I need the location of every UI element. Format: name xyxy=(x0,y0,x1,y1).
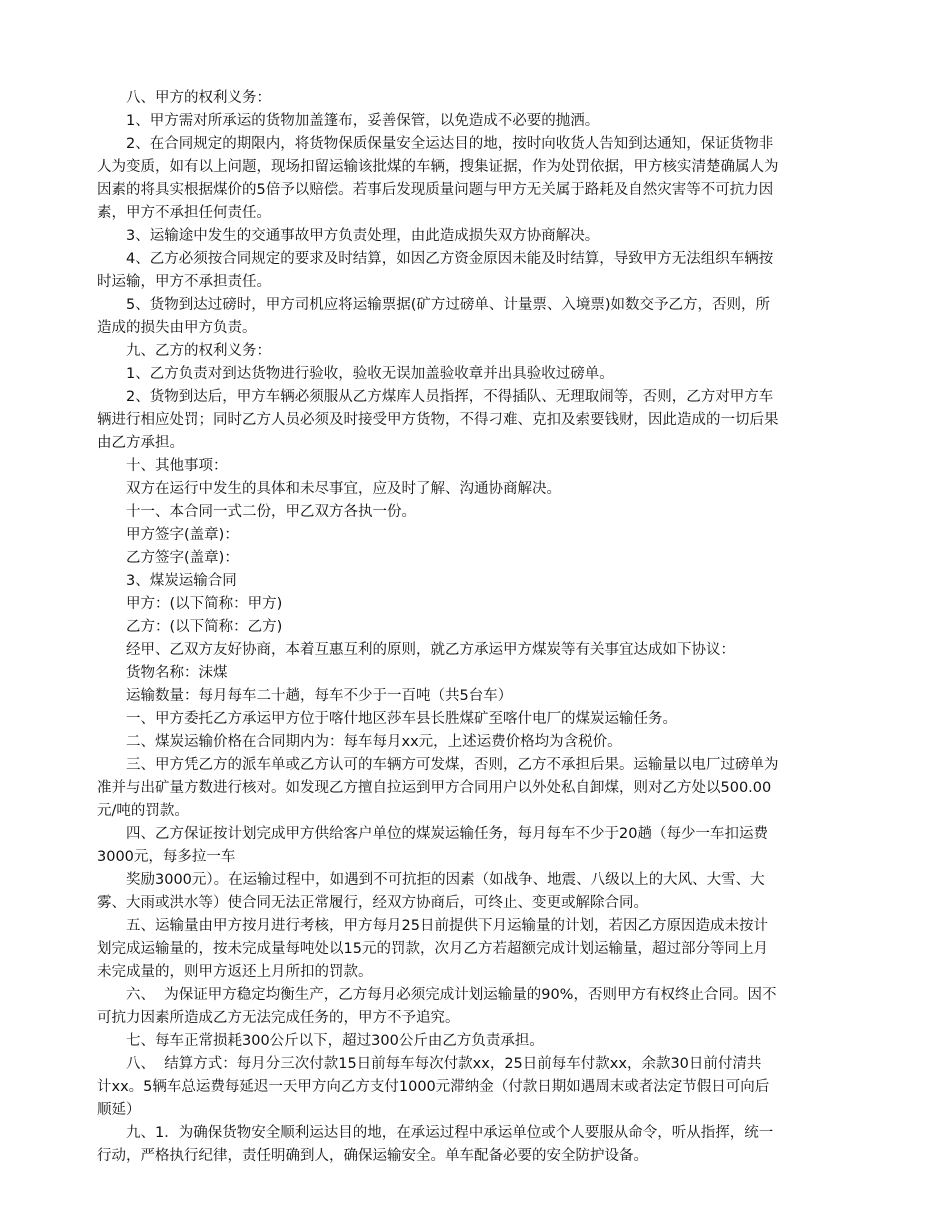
text-line: 七、每车正常损耗300公斤以下，超过300公斤由乙方负责承担。 xyxy=(126,1033,544,1049)
text-line: 2、货物到达后，甲方车辆必须服从乙方煤库人员指挥，不得插队、无理取闹等，否则，乙方对甲方车 xyxy=(126,389,774,405)
text-line: 运输数量：每月每车二十趟，每车不少于一百吨（共5台车） xyxy=(126,688,513,704)
text-line: 造成的损失由甲方负责。 xyxy=(97,320,257,336)
text-line: 素，甲方不承担任何责任。 xyxy=(97,205,271,221)
text-line: 一、甲方委托乙方承运甲方位于喀什地区莎车县长胜煤矿至喀什电厂的煤炭运输任务。 xyxy=(126,711,677,727)
text-line: 计xx。5辆车总运费每延迟一天甲方向乙方支付1000元滞纳金（付款日期如遇周末或者法定节假日可向后 xyxy=(97,1079,770,1095)
text-line: 1、甲方需对所承运的货物加盖篷布，妥善保管，以免造成不必要的抛洒。 xyxy=(126,113,600,129)
text-line: 时运输，甲方不承担责任。 xyxy=(97,274,271,290)
text-line: 3、运输途中发生的交通事故甲方负责处理，由此造成损失双方协商解决。 xyxy=(126,228,600,244)
text-line: 经甲、乙双方友好协商，本着互惠互利的原则，就乙方承运甲方煤炭等有关事宜达成如下协议： xyxy=(126,642,735,658)
text-line: 六、 为保证甲方稳定均衡生产，乙方每月必须完成计划运输量的90%，否则甲方有权终止合同。因不 xyxy=(126,987,777,1003)
text-line: 3000元，每多拉一车 xyxy=(97,849,236,865)
text-line: 二、煤炭运输价格在合同期内为：每车每月xx元，上述运费价格均为含税价。 xyxy=(126,734,622,750)
text-line: 辆进行相应处罚；同时乙方人员必须及时接受甲方货物，不得刁难、克扣及索要钱财，因此造成的一切后果 xyxy=(97,412,779,428)
text-line: 九、乙方的权利义务： xyxy=(126,343,271,359)
text-line: 九、1．为确保货物安全顺利运达目的地，在承运过程中承运单位或个人要服从命令，听从指挥，统一 xyxy=(126,1125,774,1141)
text-line: 5、货物到达过磅时，甲方司机应将运输票据(矿方过磅单、计量票、入境票)如数交予乙方，否则，所 xyxy=(126,297,771,313)
text-line: 3、煤炭运输合同 xyxy=(126,573,237,589)
text-line: 五、运输量由甲方按月进行考核，甲方每月25日前提供下月运输量的计划，若因乙方原因造成未按计 xyxy=(126,918,768,934)
text-line: 八、 结算方式：每月分三次付款15日前每车每次付款xx，25日前每车付款xx，余款30日前付清共 xyxy=(126,1056,762,1072)
text-line: 元/吨的罚款。 xyxy=(97,803,189,819)
text-line: 因素的将具实根据煤价的5倍予以赔偿。若事后发现质量问题与甲方无关属于路耗及自然灾害等不可抗力因 xyxy=(97,182,774,198)
text-line: 划完成运输量的，按未完成量每吨处以15元的罚款，次月乙方若超额完成计划运输量，超过部分等同上月 xyxy=(97,941,768,957)
text-line: 三、甲方凭乙方的派车单或乙方认可的车辆方可发煤，否则，乙方不承担后果。运输量以电厂过磅单为 xyxy=(126,757,779,773)
text-line: 乙方签字(盖章)： xyxy=(126,550,239,566)
text-line: 行动，严格执行纪律，责任明确到人，确保运输安全。单车配备必要的安全防护设备。 xyxy=(97,1148,648,1164)
text-line: 双方在运行中发生的具体和未尽事宜，应及时了解、沟通协商解决。 xyxy=(126,481,561,497)
text-line: 八、甲方的权利义务： xyxy=(126,90,271,106)
text-line: 雾、大雨或洪水等）使合同无法正常履行，经双方协商后，可终止、变更或解除合同。 xyxy=(97,895,648,911)
text-line: 可抗力因素所造成乙方无法完成任务的，甲方不予追究。 xyxy=(97,1010,460,1026)
text-line: 人为变质，如有以上问题，现场扣留运输该批煤的车辆，搜集证据，作为处罚依据，甲方核实清楚确属人为 xyxy=(97,159,779,175)
text-line: 十、其他事项： xyxy=(126,458,228,474)
text-line: 未完成量的，则甲方返还上月所扣的罚款。 xyxy=(97,964,373,980)
text-line: 1、乙方负责对到达货物进行验收，验收无误加盖验收章并出具验收过磅单。 xyxy=(126,366,614,382)
text-line: 准并与出矿量方数进行核对。如发现乙方擅自拉运到甲方合同用户以外处私自卸煤，则对乙方处以500.00 xyxy=(97,780,772,796)
text-line: 2、在合同规定的期限内，将货物保质保量安全运达目的地，按时向收货人告知到达通知，保证货物非 xyxy=(126,136,774,152)
text-line: 甲方：(以下简称：甲方) xyxy=(126,596,283,612)
text-line: 货物名称：沫煤 xyxy=(126,665,228,681)
text-line: 4、乙方必须按合同规定的要求及时结算，如因乙方资金原因未能及时结算，导致甲方无法组织车辆按 xyxy=(126,251,774,267)
text-line: 四、乙方保证按计划完成甲方供给客户单位的煤炭运输任务，每月每车不少于20趟（每少一车扣运费 xyxy=(126,826,768,842)
text-line: 由乙方承担。 xyxy=(97,435,184,451)
text-line: 乙方：(以下简称：乙方) xyxy=(126,619,283,635)
text-line: 奖励3000元）。在运输过程中，如遇到不可抗拒的因素（如战争、地震、八级以上的大风、大雪、大 xyxy=(126,872,765,888)
text-line: 顺延） xyxy=(97,1102,141,1118)
text-line: 甲方签字(盖章)： xyxy=(126,527,239,543)
text-line: 十一、本合同一式二份，甲乙双方各执一份。 xyxy=(126,504,416,520)
